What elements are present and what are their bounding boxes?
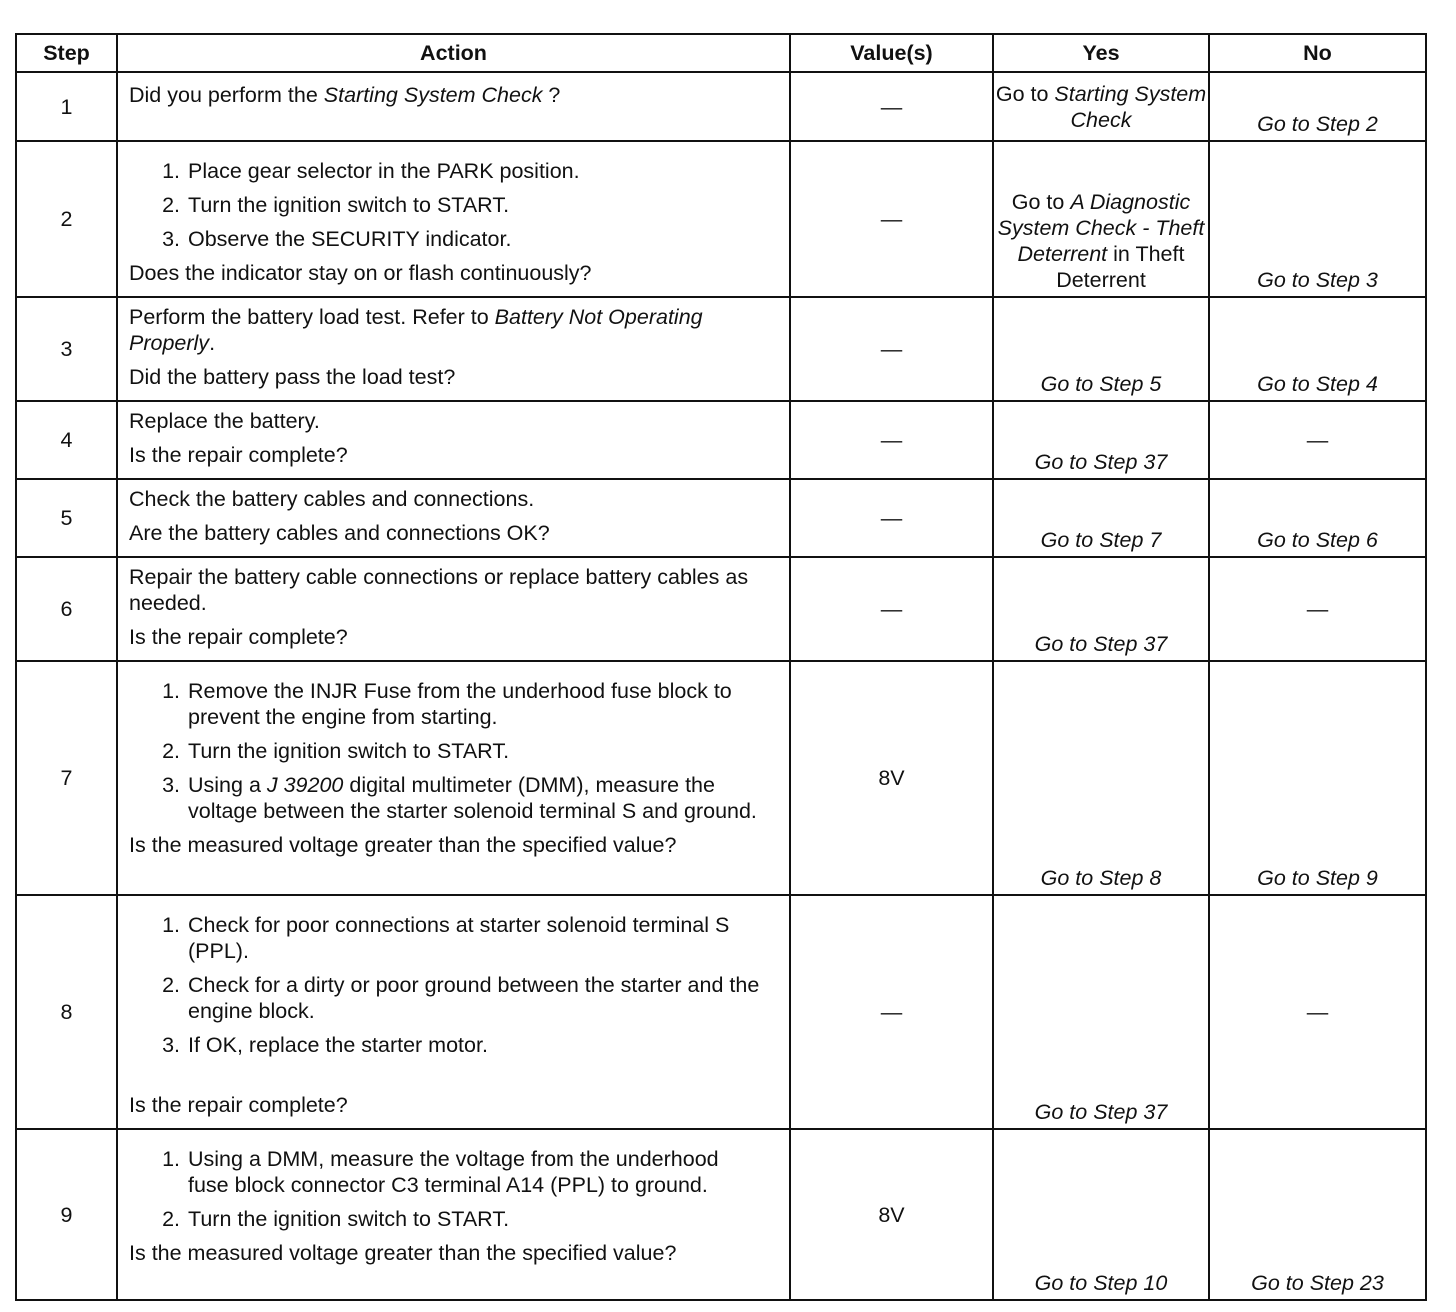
yes-cell: Go to Step 5 bbox=[993, 297, 1209, 401]
action-instruction: Perform the battery load test. Refer to Battery Not Operating Properly. bbox=[129, 305, 703, 355]
no-cell: — bbox=[1209, 557, 1426, 661]
action-instruction: Check the battery cables and connections. bbox=[129, 487, 535, 511]
yes-cell: Go to Starting System Check bbox=[993, 72, 1209, 141]
value-cell: 8V bbox=[790, 1129, 993, 1300]
action-question: Did the battery pass the load test? bbox=[129, 365, 456, 389]
no-cell: — bbox=[1209, 401, 1426, 479]
list-item: 3. If OK, replace the starter motor. bbox=[186, 1032, 776, 1058]
yes-cell: Go to Step 37 bbox=[993, 401, 1209, 479]
action-cell bbox=[117, 661, 790, 895]
header-row bbox=[16, 34, 1426, 72]
table-row bbox=[16, 557, 1426, 661]
list-item: 1. Place gear selector in the PARK position. bbox=[186, 158, 779, 184]
action-cell bbox=[117, 297, 790, 401]
no-cell: Go to Step 9 bbox=[1209, 661, 1426, 895]
action-question: Is the measured voltage greater than the specified value? bbox=[129, 833, 677, 857]
table-row bbox=[16, 895, 1426, 1129]
diagnostic-table bbox=[15, 33, 1427, 1301]
action-cell bbox=[117, 479, 790, 557]
step-number: 4 bbox=[16, 401, 117, 479]
step-number: 7 bbox=[16, 661, 117, 895]
action-list bbox=[129, 1146, 746, 1232]
list-item: 1. Check for poor connections at starter solenoid terminal S (PPL). bbox=[186, 912, 776, 964]
action-instruction: Repair the battery cable connections or replace battery cables as needed. bbox=[129, 565, 749, 615]
list-item: 3. Observe the SECURITY indicator. bbox=[186, 226, 779, 252]
action-cell bbox=[117, 557, 790, 661]
no-cell: Go to Step 4 bbox=[1209, 297, 1426, 401]
list-item: 2. Turn the ignition switch to START. bbox=[186, 738, 766, 764]
value-cell: — bbox=[790, 479, 993, 557]
action-cell bbox=[117, 141, 790, 297]
action-list bbox=[129, 678, 766, 824]
list-item: 2. Check for a dirty or poor ground between the starter and the engine block. bbox=[186, 972, 776, 1024]
table-row bbox=[16, 479, 1426, 557]
table-row bbox=[16, 401, 1426, 479]
step-number: 2 bbox=[16, 141, 117, 297]
header-value: Value(s) bbox=[790, 34, 993, 72]
value-cell: 8V bbox=[790, 661, 993, 895]
action-question: Does the indicator stay on or flash continuously? bbox=[129, 261, 592, 285]
header-step: Step bbox=[16, 34, 117, 72]
value-cell: — bbox=[790, 557, 993, 661]
no-cell: Go to Step 23 bbox=[1209, 1129, 1426, 1300]
yes-cell: Go to Step 8 bbox=[993, 661, 1209, 895]
no-cell: Go to Step 3 bbox=[1209, 141, 1426, 297]
value-cell: — bbox=[790, 297, 993, 401]
list-item: 2. Turn the ignition switch to START. bbox=[186, 1206, 746, 1232]
table-row bbox=[16, 297, 1426, 401]
action-cell bbox=[117, 72, 790, 141]
table-row bbox=[16, 141, 1426, 297]
yes-cell: Go to Step 7 bbox=[993, 479, 1209, 557]
list-item: 3. Using a J 39200 digital multimeter (DMM), measure the voltage between the starter solenoid terminal S and ground. bbox=[186, 772, 766, 824]
action-list bbox=[129, 912, 776, 1058]
table-row bbox=[16, 1129, 1426, 1300]
step-number: 9 bbox=[16, 1129, 117, 1300]
action-question: Is the repair complete? bbox=[129, 443, 348, 467]
list-item: 1. Remove the INJR Fuse from the underhood fuse block to prevent the engine from starting. bbox=[186, 678, 766, 730]
table-row bbox=[16, 661, 1426, 895]
action-question: Is the measured voltage greater than the specified value? bbox=[129, 1241, 677, 1265]
step-number: 3 bbox=[16, 297, 117, 401]
action-question: Is the repair complete? bbox=[129, 1093, 348, 1117]
yes-cell: Go to Step 37 bbox=[993, 895, 1209, 1129]
no-cell: Go to Step 2 bbox=[1209, 72, 1426, 141]
step-number: 6 bbox=[16, 557, 117, 661]
spacer bbox=[129, 1066, 779, 1092]
value-cell: — bbox=[790, 72, 993, 141]
action-list bbox=[129, 158, 779, 252]
action-question: Are the battery cables and connections OK? bbox=[129, 521, 550, 545]
value-cell: — bbox=[790, 895, 993, 1129]
action-question: Is the repair complete? bbox=[129, 625, 348, 649]
action-question: Did you perform the Starting System Check ? bbox=[129, 83, 561, 107]
action-cell bbox=[117, 401, 790, 479]
header-yes: Yes bbox=[993, 34, 1209, 72]
step-number: 8 bbox=[16, 895, 117, 1129]
step-number: 1 bbox=[16, 72, 117, 141]
action-instruction: Replace the battery. bbox=[129, 409, 320, 433]
no-cell: — bbox=[1209, 895, 1426, 1129]
yes-cell: Go to Step 10 bbox=[993, 1129, 1209, 1300]
value-cell: — bbox=[790, 401, 993, 479]
list-item: 1. Using a DMM, measure the voltage from the underhood fuse block connector C3 terminal A14 (PPL) to ground. bbox=[186, 1146, 746, 1198]
action-cell bbox=[117, 1129, 790, 1300]
yes-cell: Go to Step 37 bbox=[993, 557, 1209, 661]
value-cell: — bbox=[790, 141, 993, 297]
list-item: 2. Turn the ignition switch to START. bbox=[186, 192, 779, 218]
no-cell: Go to Step 6 bbox=[1209, 479, 1426, 557]
table-row bbox=[16, 72, 1426, 141]
header-no: No bbox=[1209, 34, 1426, 72]
step-number: 5 bbox=[16, 479, 117, 557]
header-action: Action bbox=[117, 34, 790, 72]
yes-cell: Go to A Diagnostic System Check - Theft Deterrent in Theft Deterrent bbox=[993, 141, 1209, 297]
action-cell bbox=[117, 895, 790, 1129]
